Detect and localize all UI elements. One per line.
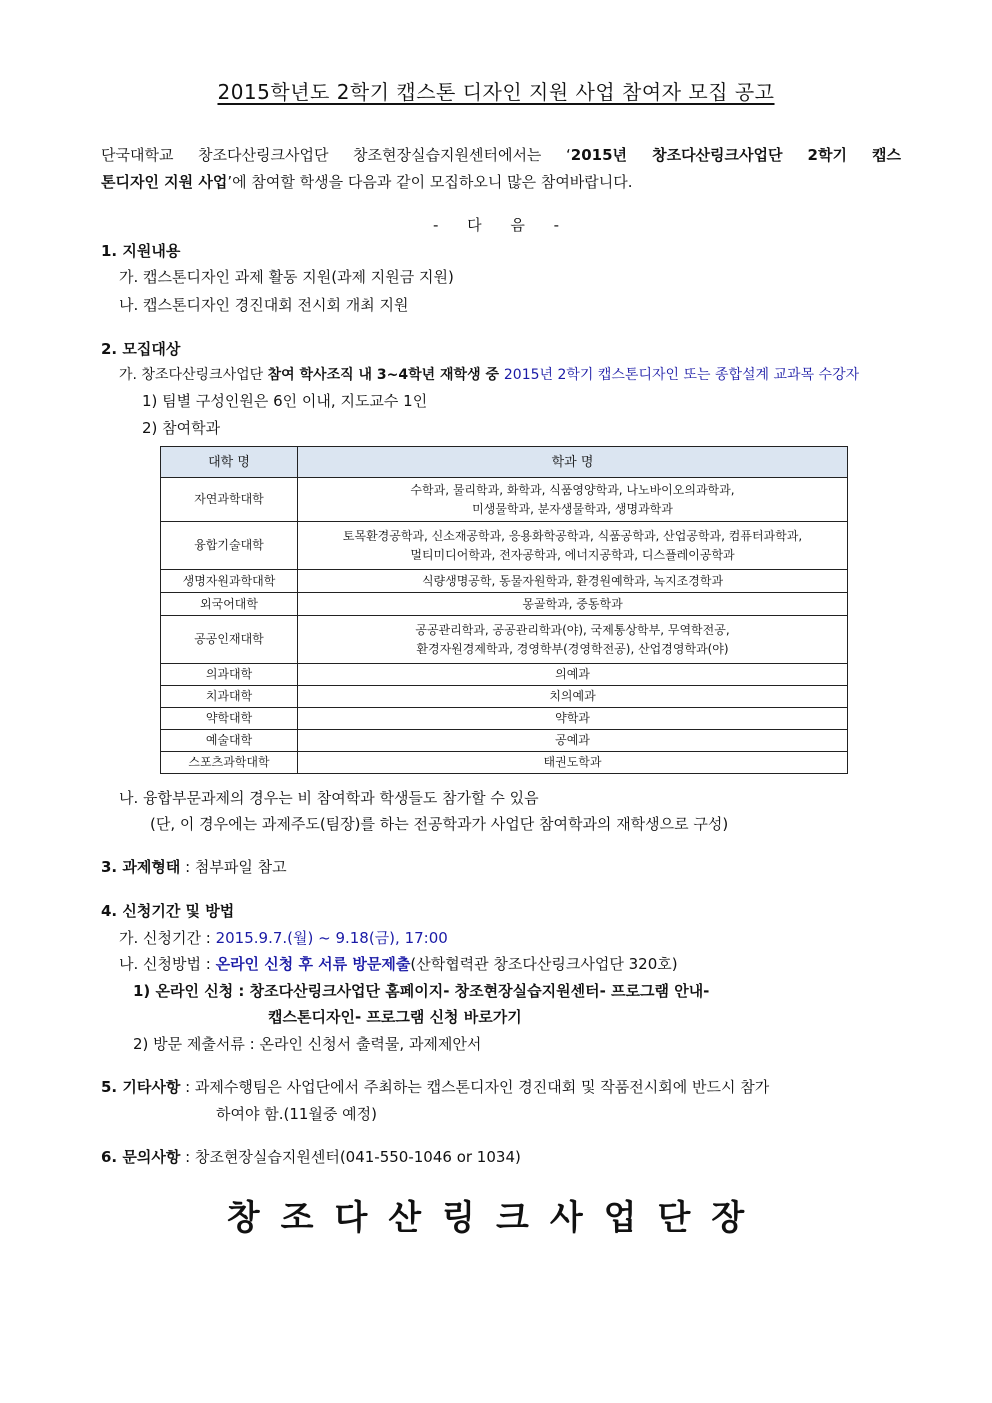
section-3: 3. 과제형태 : 첨부파일 참고 — [101, 858, 287, 876]
table-row — [161, 616, 848, 664]
department-cell: 의예과 — [298, 664, 848, 686]
section-4-item-b1-line-2: 캡스톤디자인- 프로그램 신청 바로가기 — [268, 1008, 522, 1026]
table-header-row — [161, 447, 848, 478]
intro-line-2: 톤디자인 지원 사업’에 참여할 학생을 다음과 같이 모집하오니 많은 참여바랍니다. — [101, 173, 633, 191]
section-2-item-a: 가. 창조다산링크사업단 참여 학사조직 내 3~4학년 재학생 중 2015년 2학기 캡스톤디자인 또는 종합설계 교과목 수강자 — [119, 367, 860, 383]
section-2-item-a2: 2) 참여학과 — [142, 419, 221, 437]
section-1-item-a: 가. 캡스톤디자인 과제 활동 지원(과제 지원금 지원) — [119, 268, 454, 286]
college-cell: 치과대학 — [161, 686, 298, 708]
college-cell: 생명자원과학대학 — [161, 570, 298, 593]
college-cell: 자연과학대학 — [161, 478, 298, 522]
section-4-item-b2: 2) 방문 제출서류 : 온라인 신청서 출력물, 과제제안서 — [133, 1035, 482, 1053]
college-cell: 약학대학 — [161, 708, 298, 730]
department-cell: 태권도학과 — [298, 752, 848, 774]
college-cell: 외국어대학 — [161, 593, 298, 616]
table-row — [161, 752, 848, 774]
section-4-item-b1-line-1: 1) 온라인 신청 : 창조다산링크사업단 홈페이지- 창조현장실습지원센터- 프로그램 안내- — [133, 982, 710, 1000]
table-row — [161, 708, 848, 730]
table-row — [161, 522, 848, 570]
table-row — [161, 570, 848, 593]
section-1-heading: 1. 지원내용 — [101, 242, 181, 260]
department-cell: 치의예과 — [298, 686, 848, 708]
college-cell: 공공인재대학 — [161, 616, 298, 664]
department-cell: 수학과, 물리학과, 화학과, 식품영양학과, 나노바이오의과학과, 미생물학과, 분자생물학과, 생명과학과 — [298, 478, 848, 522]
table-row — [161, 478, 848, 522]
department-cell: 공예과 — [298, 730, 848, 752]
intro-line-1: 단국대학교 창조다산링크사업단 창조현장실습지원센터에서는 ‘2015년 창조다산링크사업단 2학기 캡스 — [101, 146, 901, 164]
table-header-department: 학과 명 — [298, 447, 848, 478]
section-4-heading: 4. 신청기간 및 방법 — [101, 902, 235, 920]
table-row — [161, 664, 848, 686]
department-cell: 공공관리학과, 공공관리학과(야), 국제통상학부, 무역학전공, 환경자원경제학과, 경영학부(경영학전공), 산업경영학과(야) — [298, 616, 848, 664]
section-2-item-a1: 1) 팀별 구성인원은 6인 이내, 지도교수 1인 — [142, 392, 428, 410]
section-1-item-b: 나. 캡스톤디자인 경진대회 전시회 개최 지원 — [119, 296, 409, 314]
participating-departments-table — [160, 446, 848, 774]
department-cell: 몽골학과, 중동학과 — [298, 593, 848, 616]
section-5-line-1: 5. 기타사항 : 과제수행팀은 사업단에서 주최하는 캡스톤디자인 경진대회 및 작품전시회에 반드시 참가 — [101, 1078, 770, 1096]
section-4-item-b: 나. 신청방법 : 온라인 신청 후 서류 방문제출(산학협력관 창조다산링크사업단 320호) — [119, 955, 678, 973]
section-2-item-b-note: (단, 이 경우에는 과제주도(팀장)를 하는 전공학과가 사업단 참여학과의 재학생으로 구성) — [150, 815, 729, 833]
section-4-item-a: 가. 신청기간 : 2015.9.7.(월) ~ 9.18(금), 17:00 — [119, 929, 448, 947]
daeum-label: - 다 음 - — [432, 216, 560, 234]
closing-signature: 창조다산링크사업단장 — [226, 1198, 766, 1238]
college-cell: 예술대학 — [161, 730, 298, 752]
department-cell: 토목환경공학과, 신소재공학과, 응용화학공학과, 식품공학과, 산업공학과, 컴퓨터과학과, 멀티미디어학과, 전자공학과, 에너지공학과, 디스플레이공학과 — [298, 522, 848, 570]
department-cell: 식량생명공학, 동물자원학과, 환경원예학과, 녹지조경학과 — [298, 570, 848, 593]
department-cell: 약학과 — [298, 708, 848, 730]
college-cell: 의과대학 — [161, 664, 298, 686]
page-title: 2015학년도 2학기 캡스톤 디자인 지원 사업 참여자 모집 공고 — [217, 80, 775, 104]
college-cell: 융합기술대학 — [161, 522, 298, 570]
college-cell: 스포츠과학대학 — [161, 752, 298, 774]
section-2-heading: 2. 모집대상 — [101, 340, 181, 358]
table-row — [161, 686, 848, 708]
section-5-line-2: 하여야 함.(11월중 예정) — [216, 1105, 378, 1123]
table-header-college: 대학 명 — [161, 447, 298, 478]
section-2-item-b: 나. 융합부문과제의 경우는 비 참여학과 학생들도 참가할 수 있음 — [119, 789, 539, 807]
section-6: 6. 문의사항 : 창조현장실습지원센터(041-550-1046 or 1034) — [101, 1148, 521, 1166]
table-row — [161, 593, 848, 616]
table-row — [161, 730, 848, 752]
